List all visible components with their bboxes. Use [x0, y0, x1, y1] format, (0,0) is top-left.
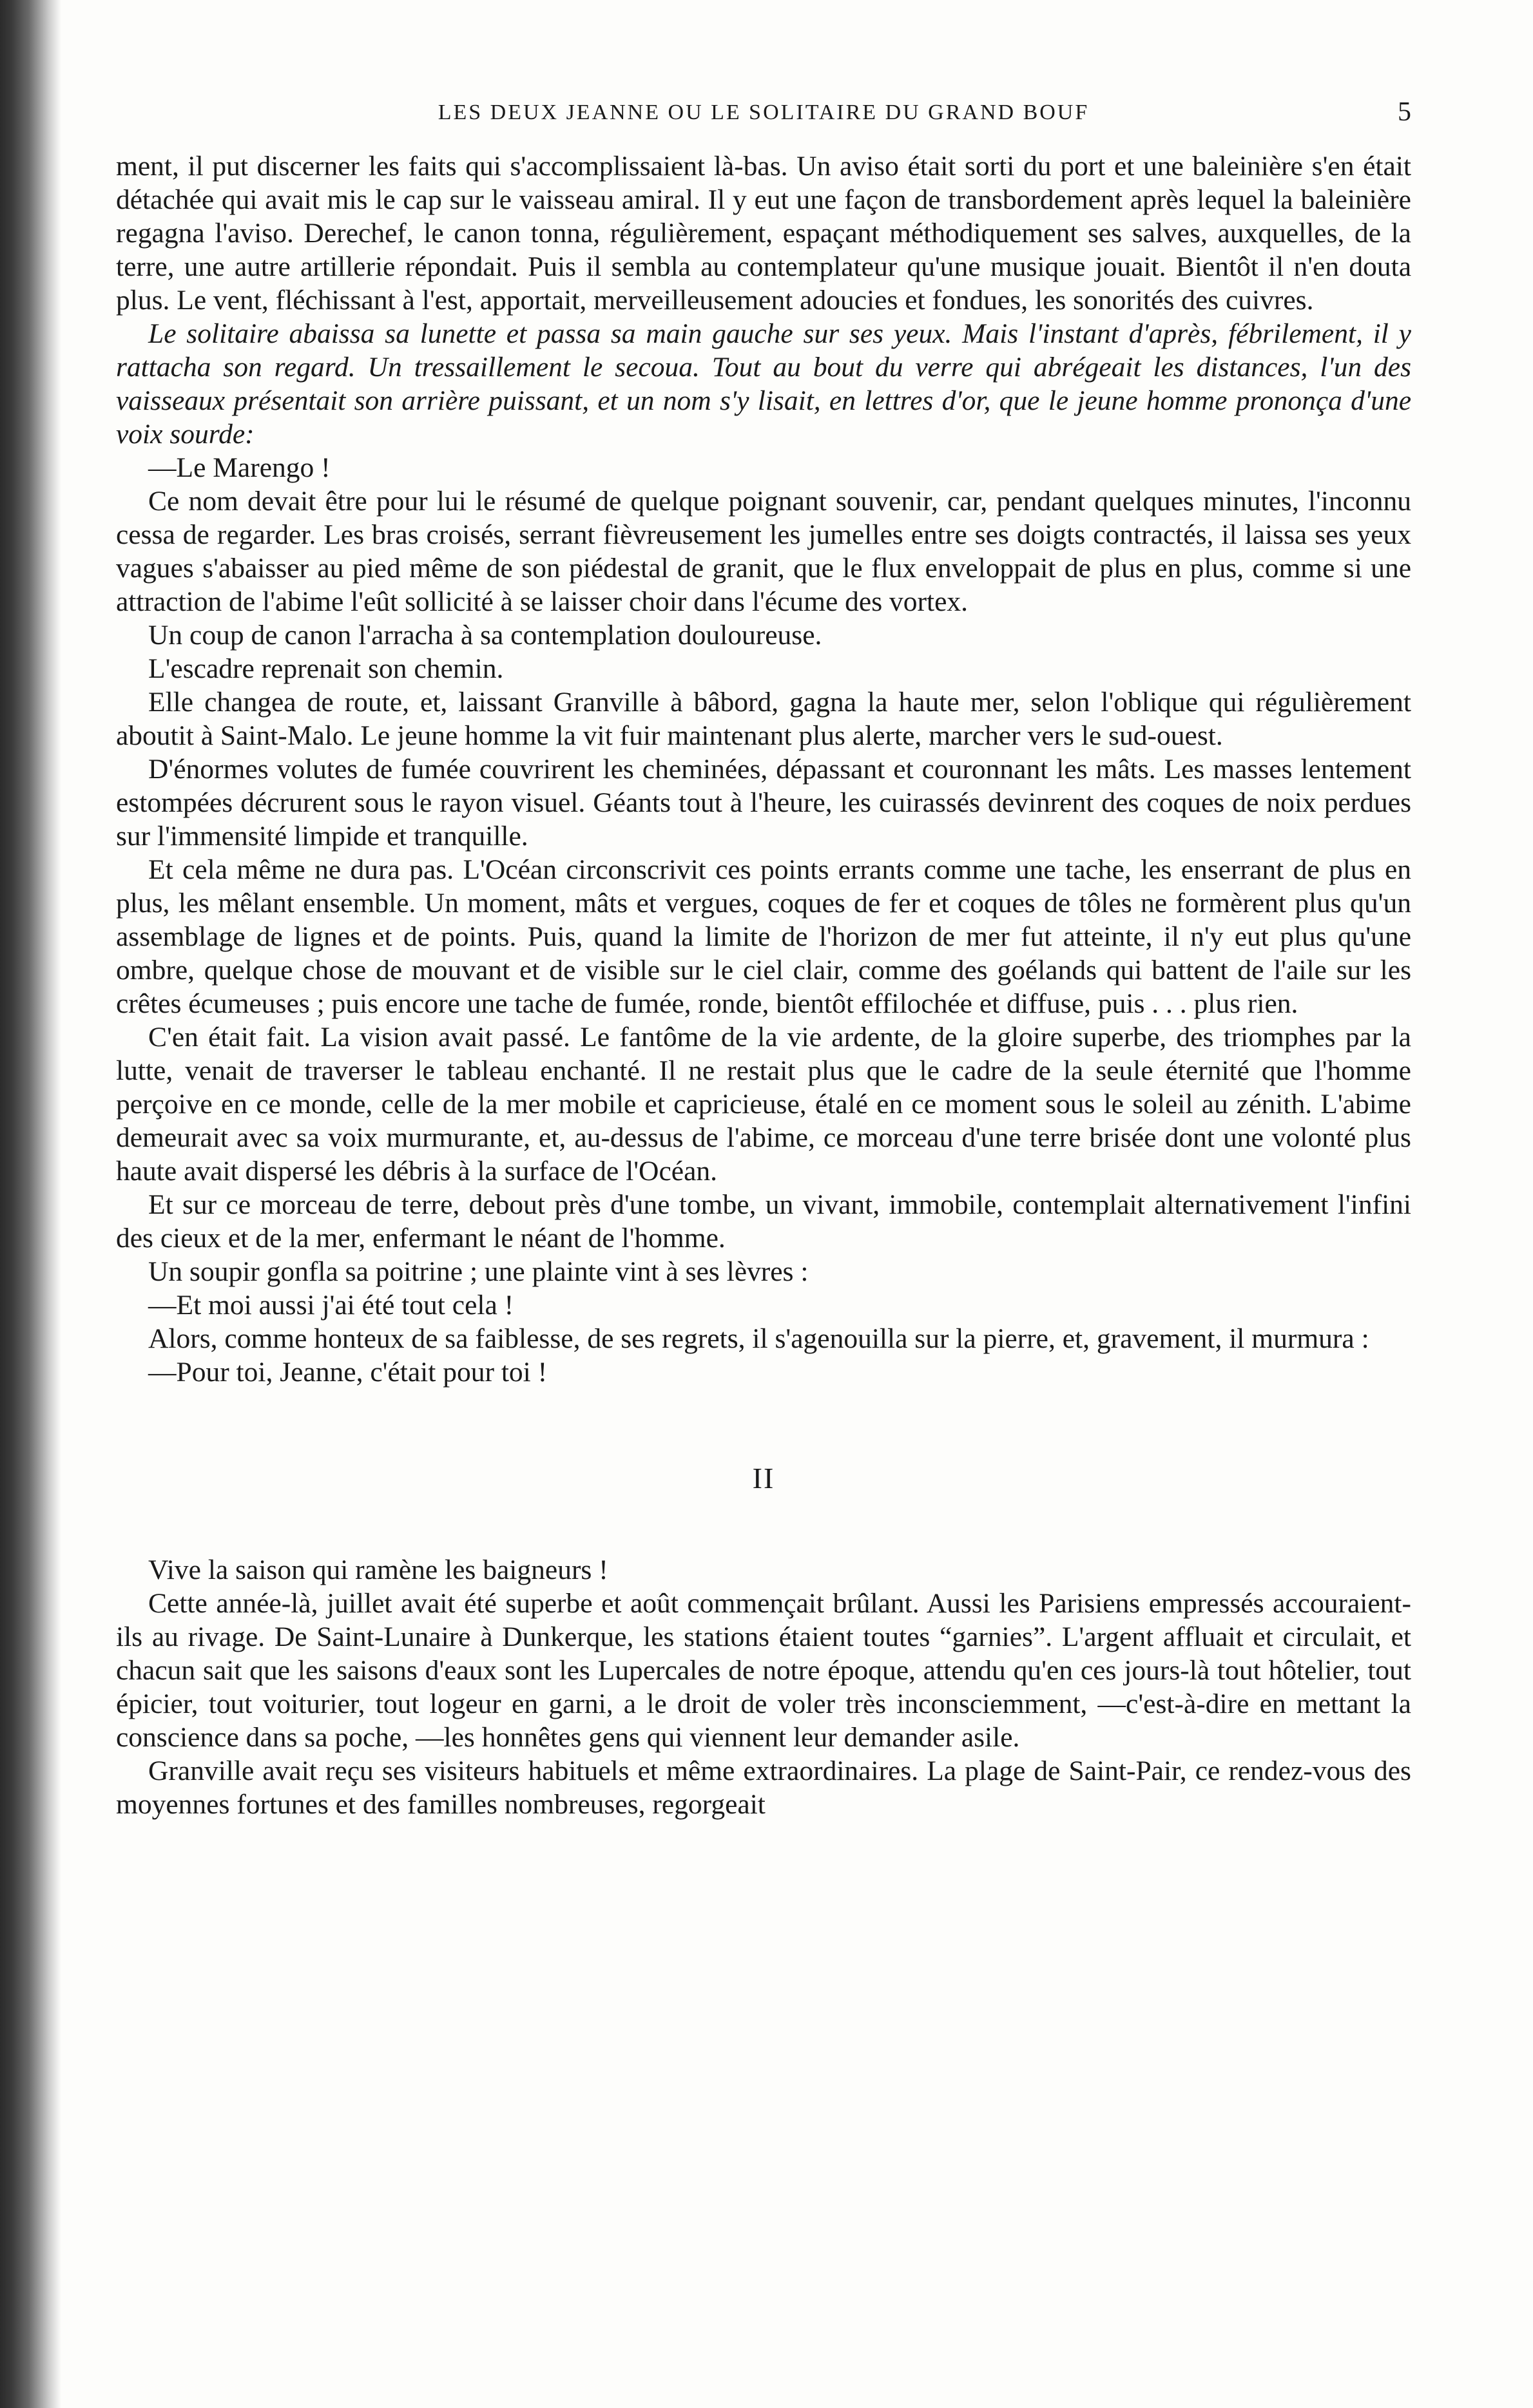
paragraph: Et cela même ne dura pas. L'Océan circonscrivit ces points errants comme une tache, les enserrant de plus en plus, les mêlant ensemble. Un moment, mâts et vergues, coques de fer et coques de tôles ne formèrent plus qu'un assemblage de lignes et de points. Puis, quand la limite de l'horizon de mer fut atteinte, il n'y eut plus qu'une ombre, quelque chose de mouvant et de visible sur le ciel clair, comme des goélands qui battent de l'aile sur les crêtes écumeuses ; puis encore une tache de fumée, ronde, bientôt effilochée et diffuse, puis . . . plus rien. — [116, 854, 1411, 1019]
section-two — [116, 1553, 1411, 1821]
paragraph: Ce nom devait être pour lui le résumé de quelque poignant souvenir, car, pendant quelques minutes, l'inconnu cessa de regarder. Les bras croisés, serrant fièvreusement les jumelles entre ses doigts contractés, il laissa ses yeux vagues s'abaisser au pied même de son piédestal de granit, que le flux enveloppait de plus en plus, comme si une attraction de l'abime l'eût sollicité à se laisser choir dans l'écume des vortex. — [116, 486, 1411, 617]
paragraph: —Le Marengo ! — [148, 452, 331, 483]
paragraph: Alors, comme honteux de sa faiblesse, de ses regrets, il s'agenouilla sur la pierre, et, gravement, il murmura : — [148, 1323, 1369, 1354]
paragraph: —Et moi aussi j'ai été tout cela ! — [148, 1290, 514, 1321]
paragraph: Le solitaire abaissa sa lunette et passa sa main gauche sur ses yeux. Mais l'instant d'après, fébrilement, il y rattacha son regard. Un tressaillement le secoua. Tout au bout du verre qui abrégeait les distances, l'un des vaisseaux présentait son arrière puissant, et un nom s'y lisait, en lettres d'or, que le jeune homme prononça d'une voix sourde: — [116, 318, 1411, 450]
running-title: LES DEUX JEANNE OU LE SOLITAIRE DU GRAND BOUF — [438, 100, 1090, 124]
paragraph: Granville avait reçu ses visiteurs habituels et même extraordinaires. La plage de Saint-Pair, ce rendez-vous des moyennes fortunes et des familles nombreuses, regorgeait — [116, 1755, 1411, 1820]
paragraph: —Pour toi, Jeanne, c'était pour toi ! — [148, 1357, 548, 1388]
page-binding-edge — [0, 0, 61, 2408]
paragraph: Et sur ce morceau de terre, debout près d'une tombe, un vivant, immobile, contemplait alternativement l'infini des cieux et de la mer, enfermant le néant de l'homme. — [116, 1189, 1411, 1254]
body-text — [116, 149, 1411, 1821]
running-head — [116, 97, 1411, 135]
section-heading: II — [752, 1462, 775, 1495]
paragraph: Cette année-là, juillet avait été superbe et août commençait brûlant. Aussi les Parisiens empressés accouraient-ils au rivage. De Saint-Lunaire à Dunkerque, les stations étaient toutes “garnies”. L'argent affluait et circulait, et chacun sait que les saisons d'eaux sont les Lupercales de notre époque, attendu qu'en ces jours-là tout hôtelier, tout épicier, tout voiturier, tout logeur en garni, a le droit de voler très inconsciemment, —c'est-à-dire en mettant la conscience dans sa poche, —les honnêtes gens qui viennent leur demander asile. — [116, 1588, 1411, 1753]
paragraph: Elle changea de route, et, laissant Granville à bâbord, gagna la haute mer, selon l'oblique qui régulièrement aboutit à Saint-Malo. Le jeune homme la vit fuir maintenant plus alerte, marcher vers le sud-ouest. — [116, 687, 1411, 751]
paragraph: ment, il put discerner les faits qui s'accomplissaient là-bas. Un aviso était sorti du port et une baleinière s'en était détachée qui avait mis le cap sur le vaisseau amiral. Il y eut une façon de transbordement après lequel la baleinière regagna l'aviso. Derechef, le canon tonna, régulièrement, espaçant méthodiquement ses salves, auxquelles, de la terre, une autre artillerie répondait. Puis il sembla au contemplateur qu'une musique jouait. Bientôt il n'en douta plus. Le vent, fléchissant à l'est, apportait, merveilleusement adoucies et fondues, les sonorités des cuivres. — [116, 151, 1411, 316]
page-number: 5 — [1398, 97, 1411, 127]
paragraph: Vive la saison qui ramène les baigneurs ! — [148, 1554, 608, 1585]
paragraph: D'énormes volutes de fumée couvrirent les cheminées, dépassant et couronnant les mâts. Les masses lentement estompées décrurent sous le rayon visuel. Géants tout à l'heure, les cuirassés devinrent des coques de noix perdues sur l'immensité limpide et tranquille. — [116, 754, 1411, 852]
paragraph: Un soupir gonfla sa poitrine ; une plainte vint à ses lèvres : — [148, 1256, 809, 1287]
paragraph: C'en était fait. La vision avait passé. Le fantôme de la vie ardente, de la gloire superbe, des triomphes par la lutte, venait de traverser le tableau enchanté. Il ne restait plus que le cadre de la seule éternité que l'homme perçoive en ce monde, celle de la mer mobile et capricieuse, étalé en ce moment sous le soleil au zénith. L'abime demeurait avec sa voix murmurante, et, au-dessus de l'abime, ce morceau d'une terre brisée dont une volonté plus haute avait dispersé les débris à la surface de l'Océan. — [116, 1022, 1411, 1187]
paragraph: Un coup de canon l'arracha à sa contemplation douloureuse. — [148, 620, 822, 651]
section-one — [116, 149, 1411, 1389]
paragraph: L'escadre reprenait son chemin. — [148, 653, 504, 684]
